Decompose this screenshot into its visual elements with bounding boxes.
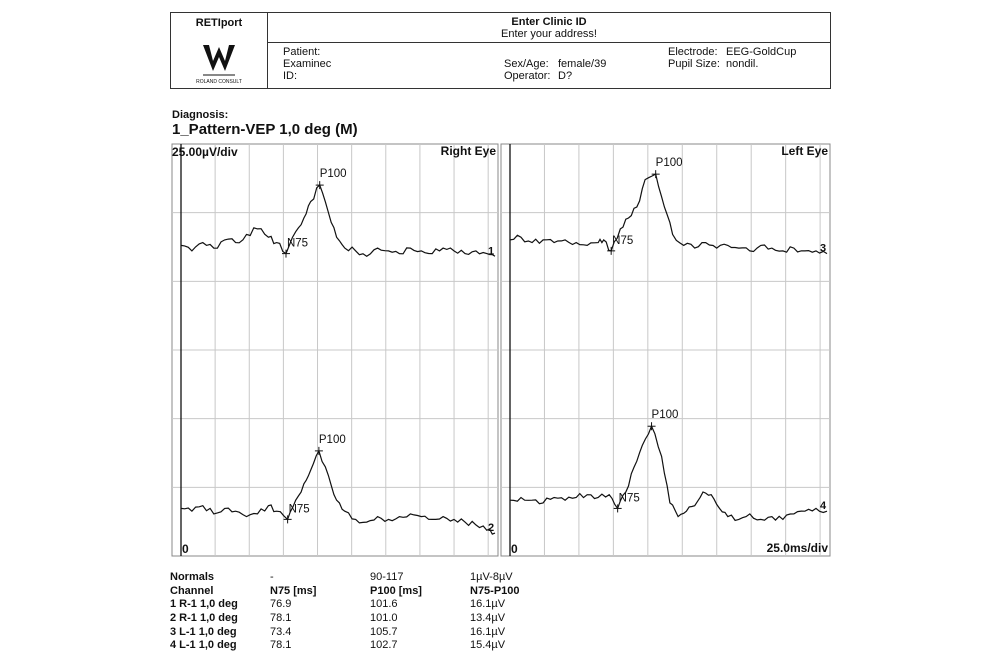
row-n75: 76.9	[270, 598, 292, 611]
table-row	[170, 639, 570, 653]
operator-value: D?	[558, 70, 573, 82]
trace-layer	[181, 170, 827, 534]
peak-label-n75: N75	[286, 237, 309, 250]
electrode-value: EEG-GoldCup	[726, 46, 797, 58]
clinic-title: Enter Clinic ID	[511, 16, 587, 28]
row-channel: 1 R-1 1,0 deg	[170, 598, 238, 611]
examined-label: Examinec	[283, 58, 332, 70]
diagnosis-title: 1_Pattern-VEP 1,0 deg (M)	[172, 121, 358, 138]
patient-label: Patient:	[283, 46, 321, 58]
diagnosis-label: Diagnosis:	[172, 109, 229, 121]
vep-trace-channel-1	[181, 185, 495, 256]
channel-number-label: 4	[820, 500, 827, 513]
normals-row	[170, 571, 570, 585]
row-p100: 101.0	[370, 612, 398, 625]
pupil-value: nondil.	[726, 58, 759, 70]
table-row	[170, 612, 570, 626]
electrode-label: Electrode:	[668, 46, 718, 58]
normals-p100: 90-117	[370, 571, 404, 583]
sexage-value: female/39	[558, 58, 607, 70]
clinic-subtitle: Enter your address!	[501, 28, 597, 40]
table-row	[170, 598, 570, 612]
row-n75: 78.1	[270, 612, 292, 625]
row-p100: 105.7	[370, 625, 398, 638]
row-amp: 16.1µV	[470, 598, 506, 611]
sexage-label: Sex/Age:	[504, 58, 549, 70]
normals-amp: 1µV-8µV	[470, 571, 513, 583]
y-scale-label: 25.00µV/div	[172, 145, 238, 159]
logo-caption: ROLAND CONSULT	[196, 79, 242, 85]
x-scale-label: 25.0ms/div	[766, 541, 828, 555]
pupil-label: Pupil Size:	[668, 58, 720, 70]
id-label: ID:	[283, 70, 298, 82]
col-p100: P100 [ms]	[370, 584, 422, 597]
row-amp: 16.1µV	[470, 625, 506, 638]
row-channel: 4 L-1 1,0 deg	[170, 639, 237, 652]
vep-trace-channel-2	[181, 451, 495, 534]
row-amp: 13.4µV	[470, 612, 506, 625]
channel-number-label: 2	[488, 522, 495, 535]
row-n75: 73.4	[270, 625, 292, 638]
row-amp: 15.4µV	[470, 639, 506, 652]
normals-label: Normals	[170, 571, 215, 583]
vep-trace-channel-4	[510, 426, 827, 520]
results-table	[170, 571, 570, 653]
row-n75: 78.1	[270, 639, 292, 652]
origin-label: 0	[182, 542, 189, 556]
normals-n75: -	[270, 571, 274, 583]
row-channel: 2 R-1 1,0 deg	[170, 612, 238, 625]
peak-label-p100: P100	[651, 409, 679, 422]
col-amp: N75-P100	[470, 584, 520, 597]
peak-label-n75: N75	[288, 503, 310, 516]
row-p100: 101.6	[370, 598, 398, 611]
col-n75: N75 [ms]	[270, 584, 317, 597]
grid-layer	[172, 144, 830, 556]
peak-label-n75: N75	[618, 492, 640, 505]
peak-label-p100: P100	[318, 433, 346, 446]
table-row	[170, 626, 570, 640]
vep-trace-channel-3	[510, 174, 827, 254]
app-name: RETIport	[195, 17, 243, 29]
row-p100: 102.7	[370, 639, 398, 652]
peak-label-p100: P100	[319, 168, 347, 181]
row-channel: 3 L-1 1,0 deg	[170, 625, 237, 638]
origin-label: 0	[511, 542, 518, 556]
channel-number-label: 1	[488, 245, 495, 258]
peak-label-n75: N75	[612, 234, 634, 247]
panel-title: Left Eye	[781, 144, 828, 158]
channel-number-label: 3	[820, 242, 827, 255]
panel-title: Right Eye	[440, 144, 496, 158]
col-channel: Channel	[170, 584, 214, 597]
peak-label-p100: P100	[655, 157, 683, 170]
results-header-row	[170, 585, 570, 599]
operator-label: Operator:	[504, 70, 551, 82]
